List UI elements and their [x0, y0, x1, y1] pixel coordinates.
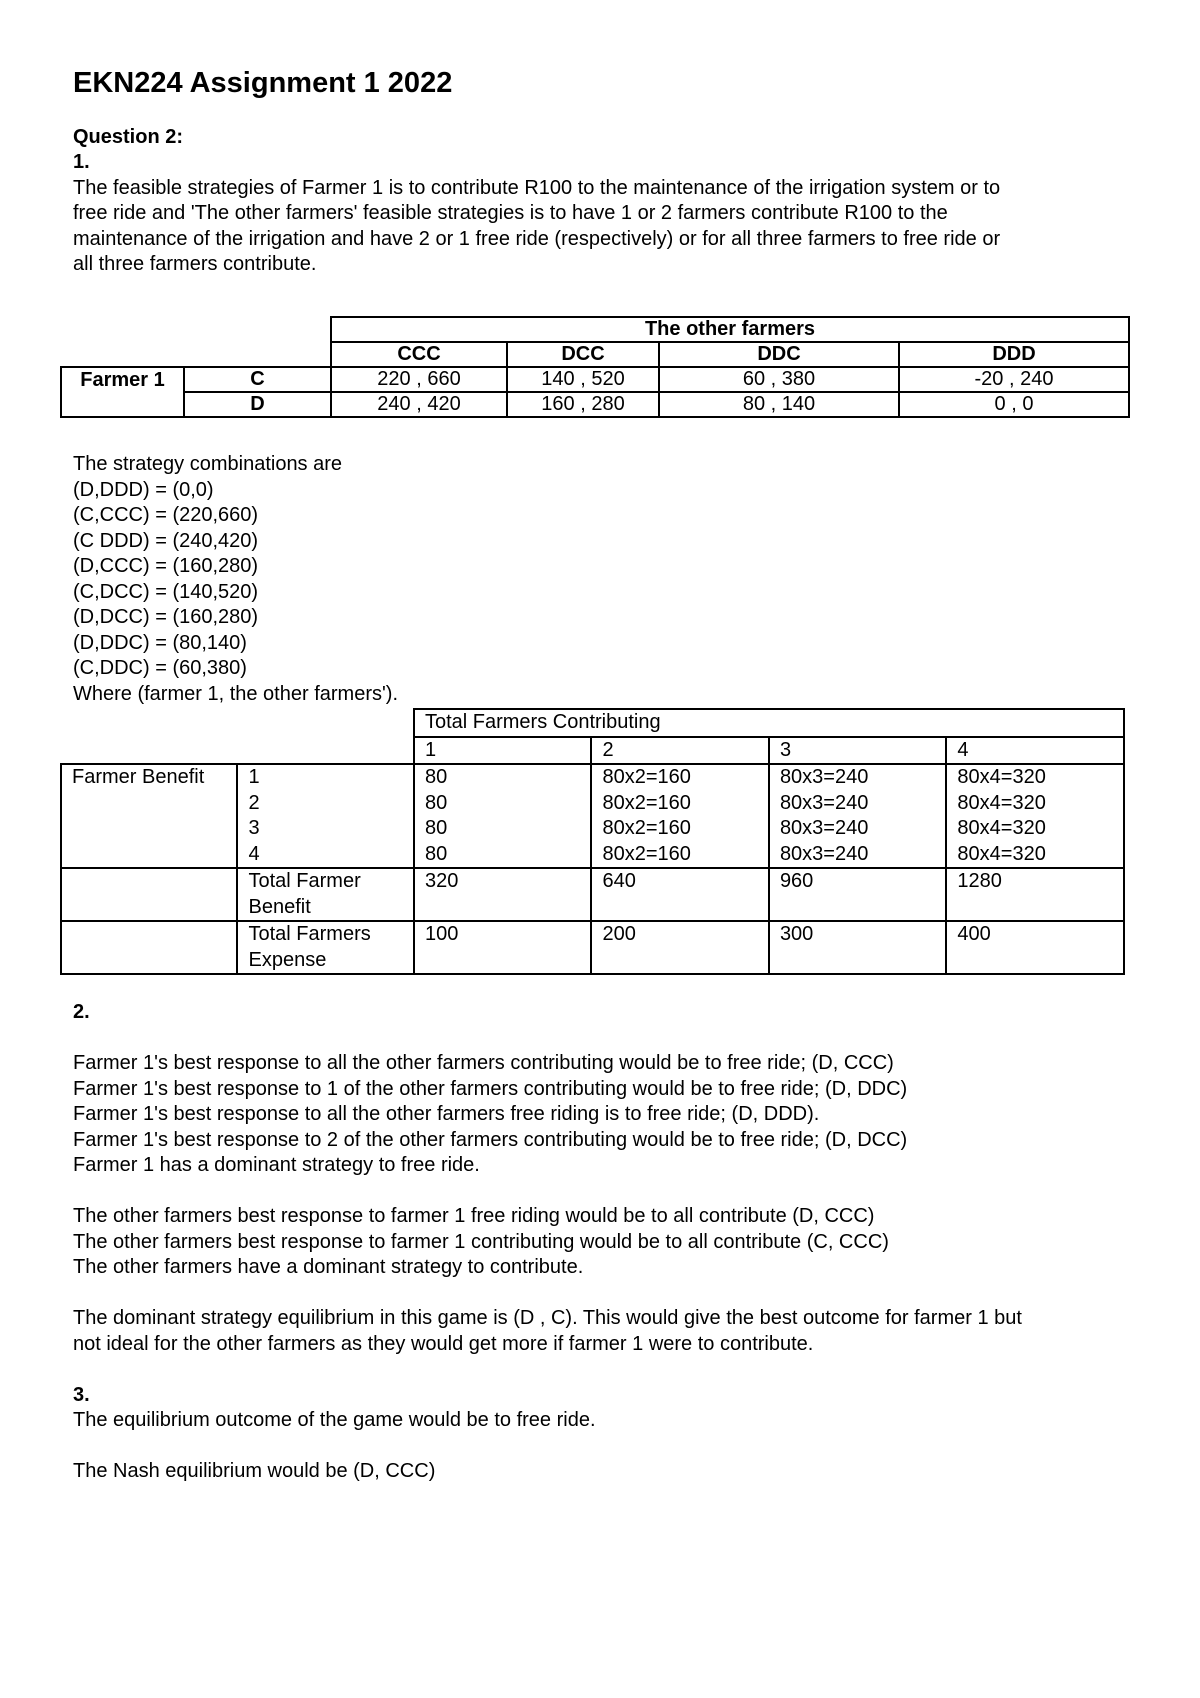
combination-item: (D,CCC) = (160,280) — [73, 555, 259, 577]
strategy-label: D — [184, 392, 331, 417]
label-line: Total Farmers — [248, 923, 371, 945]
part-2-number: 2. — [73, 1001, 90, 1023]
table-cell: 80 — [414, 791, 591, 817]
table-cell: 80x4=320 — [946, 764, 1124, 791]
farmer-benefit-table — [60, 708, 1125, 975]
table-cell: 80 — [414, 842, 591, 869]
table-row — [61, 392, 1129, 417]
table-cell: 80 — [414, 816, 591, 842]
payoff-column-header-row — [61, 342, 1129, 367]
payoff-cell: 240 , 420 — [331, 392, 507, 417]
combination-item: (C,DCC) = (140,520) — [73, 580, 259, 603]
label-line: Benefit — [248, 895, 311, 918]
question-heading: Question 2: — [73, 125, 184, 148]
paragraph-line: The equilibrium outcome of the game would be to free ride. — [73, 1409, 596, 1431]
combination-item: (C DDD) = (240,420) — [73, 529, 259, 552]
label-line: Total Farmer — [248, 870, 361, 892]
table-cell: 400 — [946, 921, 1124, 974]
payoff-cell: -20 , 240 — [899, 367, 1129, 392]
document-title: EKN224 Assignment 1 2022 — [73, 67, 453, 99]
paragraph-line: Farmer 1's best response to all the other farmers free riding is to free ride; (D, DDD). — [73, 1103, 820, 1125]
table-row — [61, 367, 1129, 392]
payoff-cell: 0 , 0 — [899, 392, 1129, 417]
table-cell: 1280 — [946, 868, 1124, 921]
table-cell: 80x3=240 — [769, 791, 946, 817]
paragraph-line: maintenance of the irrigation and have 2 or 1 free ride (respectively) or for all three farmers to free ride or — [73, 227, 1001, 250]
column-header: DCC — [507, 342, 659, 367]
table-cell: 80x4=320 — [946, 791, 1124, 817]
paragraph-line: all three farmers contribute. — [73, 253, 317, 276]
paragraph-line: free ride and 'The other farmers' feasible strategies is to have 1 or 2 farmers contribute R100 to the — [73, 202, 948, 225]
table-cell: 640 — [591, 868, 768, 921]
payoff-cell: 140 , 520 — [507, 367, 659, 392]
table-cell: 300 — [769, 921, 946, 974]
row-label: 1 — [237, 764, 413, 791]
paragraph-line: Farmer 1's best response to all the other farmers contributing would be to free ride; (D, CCC) — [73, 1052, 894, 1074]
column-header: 3 — [769, 737, 946, 765]
paragraph-line: The other farmers best response to farmer 1 contributing would be to all contribute (C, CCC) — [73, 1230, 889, 1253]
table-cell: 80x2=160 — [591, 816, 768, 842]
table-cell: 100 — [414, 921, 591, 974]
column-header: DDD — [899, 342, 1129, 367]
total-expense-row — [61, 921, 1124, 974]
paragraph-line: The dominant strategy equilibrium in this game is (D , C). This would give the best outcome for farmer 1 but — [73, 1307, 1022, 1329]
table-cell: 80x4=320 — [946, 816, 1124, 842]
strategy-combinations — [73, 452, 398, 707]
column-header: CCC — [331, 342, 507, 367]
paragraph-line: Farmer 1's best response to 1 of the other farmers contributing would be to free ride; (D, DDC) — [73, 1077, 908, 1100]
part-2-section — [73, 1000, 1143, 1485]
table-cell: 320 — [414, 868, 591, 921]
table-cell: 200 — [591, 921, 768, 974]
benefit-group-header-row — [61, 709, 1124, 737]
total-expense-label — [237, 921, 413, 974]
combinations-where: Where (farmer 1, the other farmers'). — [73, 682, 399, 705]
combination-item: (C,DDC) = (60,380) — [73, 657, 247, 679]
payoff-matrix-table — [60, 316, 1130, 418]
table-cell: 80x2=160 — [591, 791, 768, 817]
table-cell: 80x3=240 — [769, 816, 946, 842]
payoff-cell: 160 , 280 — [507, 392, 659, 417]
part-1-number: 1. — [73, 151, 90, 174]
payoff-cell: 220 , 660 — [331, 367, 507, 392]
combination-item: (C,CCC) = (220,660) — [73, 504, 259, 526]
benefit-group-header: Total Farmers Contributing — [414, 709, 1124, 737]
payoff-group-header-row — [61, 317, 1129, 342]
total-benefit-row — [61, 868, 1124, 921]
label-line: Expense — [248, 948, 327, 971]
paragraph-line: Farmer 1's best response to 2 of the other farmers contributing would be to free ride; (D, DCC) — [73, 1128, 908, 1151]
strategy-label: C — [184, 367, 331, 392]
column-header: 2 — [591, 737, 768, 765]
payoff-cell: 80 , 140 — [659, 392, 899, 417]
table-cell: 80 — [414, 764, 591, 791]
table-row — [61, 764, 1124, 791]
combinations-intro: The strategy combinations are — [73, 453, 343, 475]
paragraph-line: The other farmers best response to farmer 1 free riding would be to all contribute (D, CCC) — [73, 1205, 875, 1227]
paragraph-line: Farmer 1 has a dominant strategy to free ride. — [73, 1154, 480, 1176]
paragraph-line: The other farmers have a dominant strategy to contribute. — [73, 1256, 584, 1278]
part-3-number: 3. — [73, 1383, 90, 1406]
row-label: 3 — [237, 816, 413, 842]
combination-item: (D,DCC) = (160,280) — [73, 606, 259, 628]
column-header: 1 — [414, 737, 591, 765]
total-benefit-label — [237, 868, 413, 921]
table-cell: 80x3=240 — [769, 764, 946, 791]
payoff-cell: 60 , 380 — [659, 367, 899, 392]
row-player-label: Farmer 1 — [61, 367, 184, 392]
table-cell: 80x4=320 — [946, 842, 1124, 869]
benefit-column-header-row — [61, 737, 1124, 765]
column-group-header: The other farmers — [331, 317, 1129, 342]
combination-item: (D,DDD) = (0,0) — [73, 478, 214, 501]
column-header: DDC — [659, 342, 899, 367]
paragraph-line: The Nash equilibrium would be (D, CCC) — [73, 1460, 436, 1482]
document-page — [72, 66, 1133, 1482]
paragraph-line: not ideal for the other farmers as they would get more if farmer 1 were to contribute. — [73, 1332, 814, 1355]
table-cell: 80x2=160 — [591, 842, 768, 869]
paragraph-line: The feasible strategies of Farmer 1 is to contribute R100 to the maintenance of the irrigation system or to — [73, 176, 1001, 199]
table-cell: 80x2=160 — [591, 764, 768, 791]
column-header: 4 — [946, 737, 1124, 765]
farmer-benefit-label: Farmer Benefit — [61, 764, 237, 868]
table-cell: 960 — [769, 868, 946, 921]
part-1-paragraph — [73, 176, 1133, 278]
table-cell: 80x3=240 — [769, 842, 946, 869]
row-label: 4 — [237, 842, 413, 869]
combination-item: (D,DDC) = (80,140) — [73, 631, 247, 654]
row-label: 2 — [237, 791, 413, 817]
